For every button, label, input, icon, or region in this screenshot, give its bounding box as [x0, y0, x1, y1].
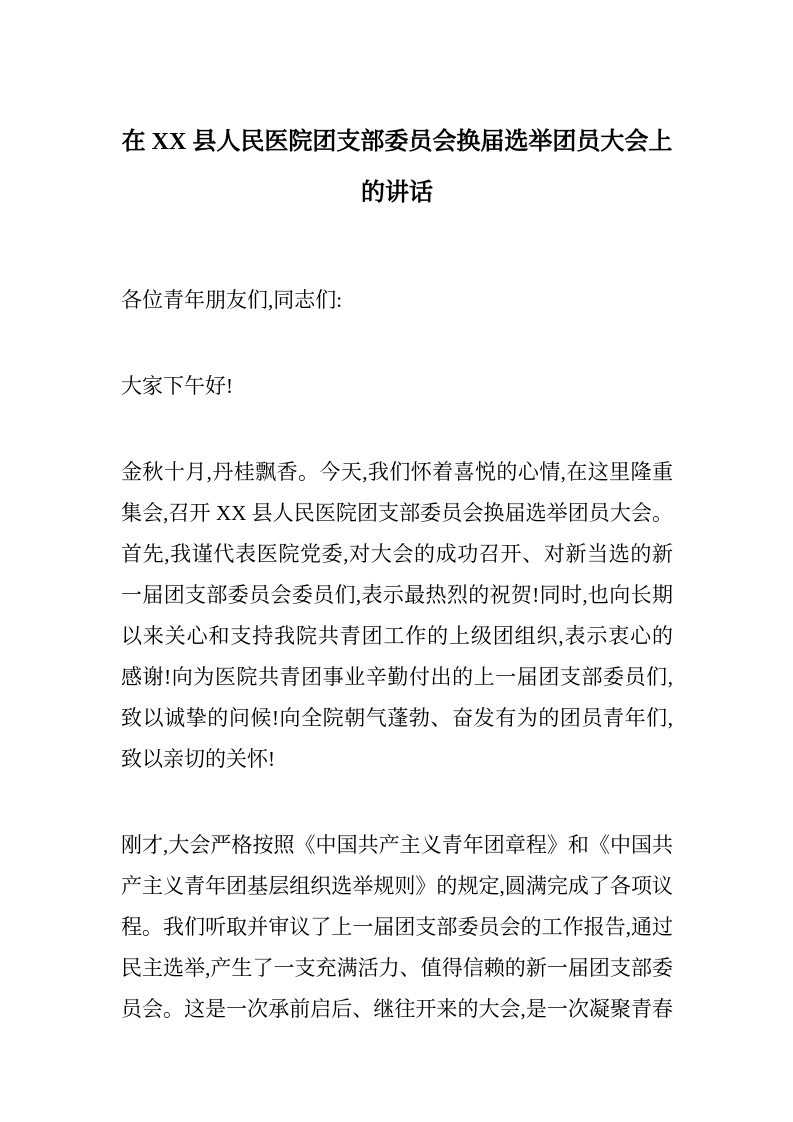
text-line: 产主义青年团基层组织选举规则》的规定,圆满完成了各项议 — [121, 874, 673, 898]
document-title — [121, 117, 673, 219]
paragraph — [121, 366, 673, 407]
text-line: 各位青年朋友们,同志们: — [121, 288, 343, 312]
paragraph — [121, 825, 673, 1030]
text-line: 首先,我谨代表医院党委,对大会的成功召开、对新当选的新 — [121, 542, 673, 566]
document-body — [121, 280, 673, 1030]
title-line: 的讲话 — [361, 180, 433, 206]
paragraph — [121, 280, 673, 321]
text-line: 一届团支部委员会委员们,表示最热烈的祝贺!同时,也向长期 — [121, 583, 673, 607]
text-line: 刚才,大会严格按照《中国共产主义青年团章程》和《中国共 — [121, 833, 673, 857]
text-line: 民主选举,产生了一支充满活力、值得信赖的新一届团支部委 — [121, 956, 673, 980]
text-line: 大家下午好! — [121, 374, 233, 398]
text-line: 员会。这是一次承前启后、继往开来的大会,是一次凝聚青春 — [121, 997, 673, 1021]
text-line: 致以诚挚的问候!向全院朝气蓬勃、奋发有为的团员青年们, — [121, 706, 673, 730]
text-line: 以来关心和支持我院共青团工作的上级团组织,表示衷心的 — [121, 624, 673, 648]
paragraph — [121, 452, 673, 780]
text-line: 致以亲切的关怀! — [121, 747, 275, 771]
text-line: 程。我们听取并审议了上一届团支部委员会的工作报告,通过 — [121, 915, 673, 939]
text-line: 集会,召开 XX 县人民医院团支部委员会换届选举团员大会。 — [121, 501, 673, 525]
text-line: 感谢!向为医院共青团事业辛勤付出的上一届团支部委员们, — [121, 665, 673, 689]
text-line: 金秋十月,丹桂飘香。今天,我们怀着喜悦的心情,在这里隆重 — [121, 460, 673, 484]
title-line: 在 XX 县人民医院团支部委员会换届选举团员大会上 — [121, 129, 673, 155]
